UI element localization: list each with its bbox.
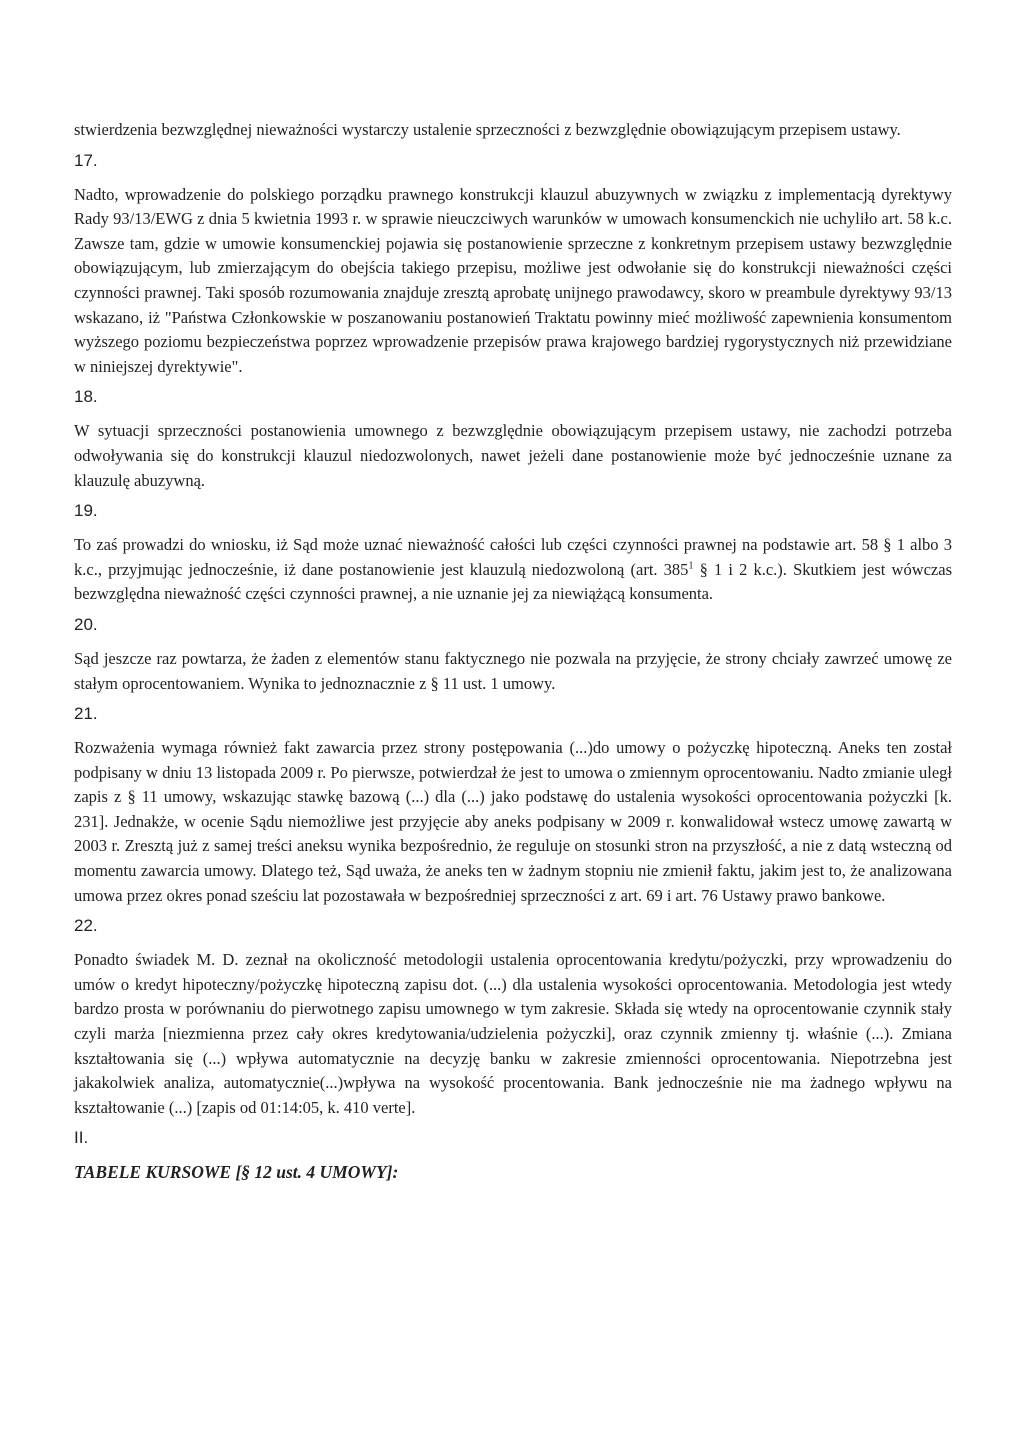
section-19-text-part-1: To zaś prowadzi do wniosku, iż Sąd może uznać nieważność całości lub części czynności prawnej na podstawie art. 58 § 1 albo 3 k.c., przyjmując jednocześnie, iż dane postanowienie jest klauzulą niedozwoloną (art. 385	[74, 535, 952, 579]
section-number-17: 17.	[74, 150, 98, 170]
section-22-paragraph: Ponadto świadek M. D. zeznał na okoliczność metodologii ustalenia oprocentowania kredytu/pożyczki, przy wprowadzeniu do umów o kredyt hipoteczny/pożyczkę hipoteczną zapisu dot. (...) dla ustalenia wysokości oprocentowania. Metodologia jest wtedy bardzo prosta w porównaniu do pierwotnego zapisu umownego w tym zakresie. Składa się wtedy na oprocentowanie czynnik stały czyli marża [niezmienna przez cały okres kredytowania/udzielenia pożyczki], oraz czynnik zmienny tj. właśnie (...). Zmiana kształtowania się (...) wpływa automatycznie na decyzję banku w zakresie zmienności oprocentowania. Niepotrzebna jest jakakolwiek analiza, automatycznie(...)wpływa na wysokość procentowania. Bank jednocześnie nie ma żadnego wpływu na kształtowanie (...) [zapis od 01:14:05, k. 410 verte].	[74, 950, 952, 1117]
section-19-text-part-2: § 1 i 2 k.c.). Skutkiem jest wówczas bezwzględna nieważność części czynności prawnej, a nie uznanie jej za niewiążącą konsumenta.	[74, 559, 952, 604]
section-number-22: 22.	[74, 916, 98, 936]
document-body	[74, 118, 952, 1184]
section-number-19: 19.	[74, 501, 98, 521]
section-number-II: II.	[74, 1128, 89, 1148]
section-17-paragraph: Nadto, wprowadzenie do polskiego porządku prawnego konstrukcji klauzul abuzywnych w związku z implementacją dyrektywy Rady 93/13/EWG z dnia 5 kwietnia 1993 r. w sprawie nieuczciwych warunków w umowach konsumenckich nie uchyliło art. 58 k.c. Zawsze tam, gdzie w umowie konsumenckiej pojawia się postanowienie sprzeczne z konkretnym przepisem ustawy bezwzględnie obowiązującym, lub zmierzającym do obejścia takiego przepisu, możliwe jest odwołanie się do konstrukcji nieważności części czynności prawnej. Taki sposób rozumowania znajduje zresztą aprobatę unijnego prawodawcy, skoro w preambule dyrektywy 93/13 wskazano, iż "Państwa Członkowskie w poszanowaniu postanowień Traktatu powinny mieć możliwość zapewnienia konsumentom wyższego poziomu bezpieczeństwa poprzez wprowadzenie przepisów prawa krajowego bardziej rygorystycznych niż przewidziane w niniejszej dyrektywie".	[74, 184, 952, 376]
section-21-paragraph: Rozważenia wymaga również fakt zawarcia przez strony postępowania (...)do umowy o pożyczkę hipoteczną. Aneks ten został podpisany w dniu 13 listopada 2009 r. Po pierwsze, potwierdzał że jest to umowa o zmiennym oprocentowaniu. Nadto zmianie uległ zapis z § 11 umowy, wskazując stawkę bazową (...) dla (...) jako podstawę do ustalenia wysokości oprocentowania pożyczki [k. 231]. Jednakże, w ocenie Sądu niemożliwe jest przyjęcie aby aneks podpisany w 2009 r. konwalidował wstecz umowę zawartą w 2003 r. Zresztą już z samej treści aneksu wynika bezpośrednio, że reguluje on stosunki stron na przyszłość, a nie z datą wsteczną od momentu zawarcia umowy. Dlatego też, Sąd uważa, że aneks ten w żadnym stopniu nie zmienił faktu, jakim jest to, że analizowana umowa przez okres ponad sześciu lat pozostawała w bezpośredniej sprzeczności z art. 69 i art. 76 Ustawy prawo bankowe.	[74, 738, 952, 905]
section-number-18: 18.	[74, 387, 98, 407]
section-20-paragraph: Sąd jeszcze raz powtarza, że żaden z elementów stanu faktycznego nie pozwala na przyjęcie, że strony chciały zawrzeć umowę ze stałym oprocentowaniem. Wynika to jednoznacznie z § 11 ust. 1 umowy.	[74, 648, 952, 693]
section-heading-tabele-kursowe: TABELE KURSOWE [§ 12 ust. 4 UMOWY]:	[74, 1162, 399, 1183]
section-number-20: 20.	[74, 614, 98, 634]
section-number-21: 21.	[74, 704, 98, 724]
intro-paragraph: stwierdzenia bezwzględnej nieważności wystarczy ustalenie sprzeczności z bezwzględnie obowiązującym przepisem ustawy.	[74, 120, 901, 139]
section-19-superscript: 1	[688, 560, 694, 572]
section-19-paragraph	[74, 533, 952, 607]
section-18-paragraph: W sytuacji sprzeczności postanowienia umownego z bezwzględnie obowiązującym przepisem ustawy, nie zachodzi potrzeba odwoływania się do konstrukcji klauzul niedozwolonych, nawet jeżeli dane postanowienie może być jednocześnie uznane za klauzulę abuzywną.	[74, 421, 952, 490]
